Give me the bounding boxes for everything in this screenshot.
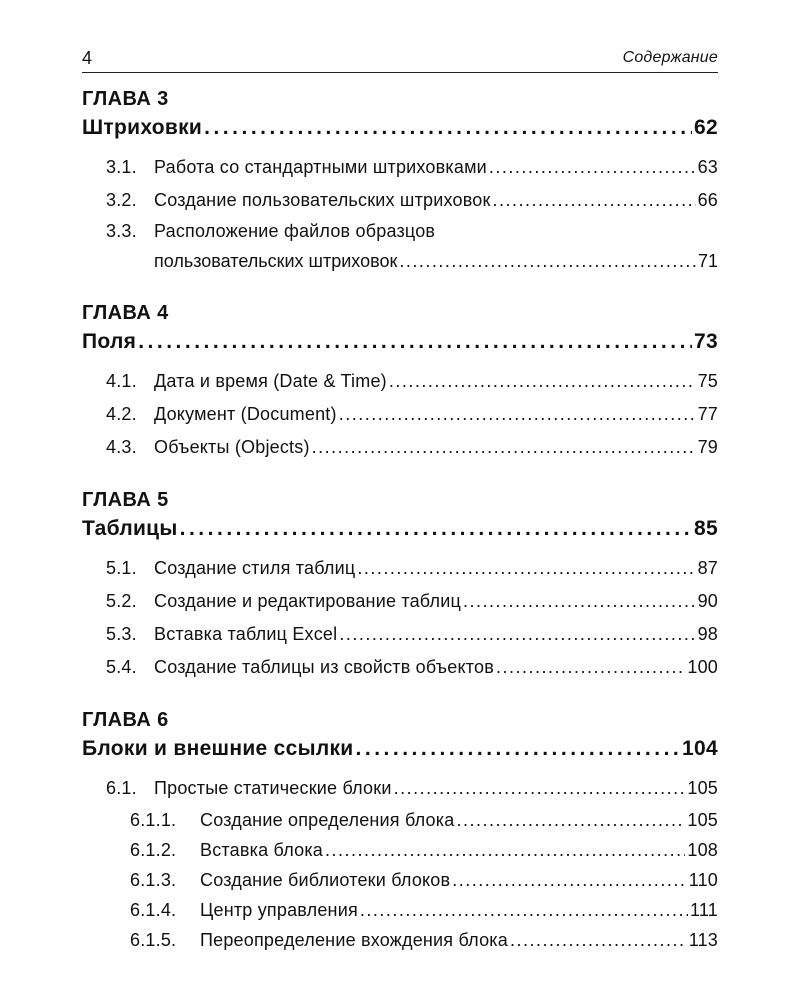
chapter-6 — [82, 706, 718, 955]
toc-page — [82, 42, 718, 955]
section-page-number: 71 — [697, 251, 718, 271]
toc-entry-6-1-2[interactable] — [82, 835, 718, 865]
section-page-number: 77 — [697, 404, 718, 424]
section-number: 4.3. — [106, 437, 137, 457]
toc-entry-4-3[interactable] — [82, 431, 718, 464]
chapter-title-row[interactable] — [82, 327, 718, 357]
toc-entry-6-1-1[interactable] — [82, 805, 718, 835]
toc-entry-3-2[interactable] — [82, 184, 718, 217]
dot-leader — [493, 184, 696, 217]
dot-leader — [394, 772, 686, 805]
chapter-label: ГЛАВА 4 — [82, 302, 169, 324]
subsection-title: Вставка блока — [200, 840, 324, 860]
chapter-5 — [82, 486, 718, 684]
section-title: Работа со стандартными штриховками — [154, 157, 487, 177]
subsection-page-number: 110 — [688, 870, 718, 890]
dot-leader — [360, 895, 688, 925]
section-number: 5.4. — [106, 657, 137, 677]
toc-entry-4-2[interactable] — [82, 398, 718, 431]
section-number: 6.1. — [106, 778, 137, 798]
chapter-label: ГЛАВА 6 — [82, 709, 169, 731]
subsection-number: 6.1.5. — [130, 930, 177, 950]
running-header — [82, 42, 718, 73]
section-title: Объекты (Objects) — [154, 437, 310, 457]
dot-leader — [389, 365, 696, 398]
subsection-title: Создание библиотеки блоков — [200, 870, 451, 890]
dot-leader — [510, 925, 687, 955]
running-title: Содержание — [622, 49, 718, 66]
section-title: Вставка таблиц Excel — [154, 624, 338, 644]
section-page-number: 75 — [697, 371, 718, 391]
section-number: 5.2. — [106, 591, 137, 611]
dot-leader — [180, 514, 692, 544]
subsection-number: 6.1.1. — [130, 810, 177, 830]
dot-leader — [138, 327, 692, 357]
dot-leader — [325, 835, 685, 865]
chapter-title: Штриховки — [82, 116, 203, 139]
section-number: 5.3. — [106, 624, 137, 644]
chapter-4 — [82, 299, 718, 464]
subsection-number: 6.1.3. — [130, 870, 177, 890]
dot-leader — [339, 618, 695, 651]
section-title: Расположение файлов образцов — [154, 221, 436, 241]
section-title: Документ (Document) — [154, 404, 337, 424]
section-number: 4.2. — [106, 404, 137, 424]
section-page-number: 105 — [687, 778, 718, 798]
section-page-number: 79 — [697, 437, 718, 457]
toc-entry-6-1-4[interactable] — [82, 895, 718, 925]
chapter-page-number: 104 — [682, 737, 718, 760]
section-title: Создание и редактирование таблиц — [154, 591, 461, 611]
subsection-title: Создание определения блока — [200, 810, 455, 830]
toc-entry-5-4[interactable] — [82, 651, 718, 684]
section-title-line-2 — [82, 245, 718, 277]
subsection-number: 6.1.4. — [130, 900, 177, 920]
dot-leader — [489, 151, 696, 184]
toc-entry-6-1[interactable] — [82, 772, 718, 805]
section-page-number: 98 — [697, 624, 718, 644]
chapter-title: Поля — [82, 330, 137, 353]
section-title: Простые статические блоки — [154, 778, 392, 798]
subsection-number: 6.1.2. — [130, 840, 177, 860]
toc-entry-5-1[interactable] — [82, 552, 718, 585]
dot-leader — [399, 245, 696, 277]
page-number: 4 — [82, 48, 93, 68]
chapter-page-number: 73 — [694, 330, 718, 353]
toc-entry-3-1[interactable] — [82, 151, 718, 184]
subsection-page-number: 105 — [687, 810, 718, 830]
dot-leader — [456, 805, 685, 835]
subsection-title: Переопределение вхождения блока — [200, 930, 508, 950]
chapter-title-row[interactable] — [82, 514, 718, 544]
toc-entry-5-3[interactable] — [82, 618, 718, 651]
section-page-number: 90 — [697, 591, 718, 611]
section-title: Создание пользовательских штриховок — [154, 190, 491, 210]
section-page-number: 66 — [697, 190, 718, 210]
toc-entry-6-1-5[interactable] — [82, 925, 718, 955]
dot-leader — [356, 734, 681, 764]
subsection-page-number: 111 — [690, 900, 718, 920]
toc-entry-5-2[interactable] — [82, 585, 718, 618]
dot-leader — [312, 431, 696, 464]
section-number: 5.1. — [106, 558, 137, 578]
section-title-continuation: пользовательских штриховок — [154, 251, 398, 271]
dot-leader — [357, 552, 695, 585]
section-number: 3.2. — [106, 190, 137, 210]
dot-leader — [496, 651, 685, 684]
section-page-number: 87 — [697, 558, 718, 578]
section-title: Создание таблицы из свойств объектов — [154, 657, 494, 677]
section-title: Дата и время (Date & Time) — [154, 371, 387, 391]
chapter-title-row[interactable] — [82, 734, 718, 764]
toc-entry-6-1-3[interactable] — [82, 865, 718, 895]
subsection-page-number: 113 — [688, 930, 718, 950]
dot-leader — [463, 585, 696, 618]
dot-leader — [452, 865, 686, 895]
chapter-page-number: 62 — [694, 116, 718, 139]
section-number: 3.1. — [106, 157, 137, 177]
chapter-3 — [82, 85, 718, 277]
chapter-title-row[interactable] — [82, 113, 718, 143]
chapter-title: Блоки и внешние ссылки — [82, 737, 354, 760]
section-number: 4.1. — [106, 371, 137, 391]
section-page-number: 100 — [687, 657, 718, 677]
dot-leader — [339, 398, 696, 431]
toc-entry-4-1[interactable] — [82, 365, 718, 398]
toc-entry-3-3[interactable] — [82, 217, 718, 277]
chapter-title: Таблицы — [82, 517, 178, 540]
dot-leader — [204, 113, 692, 143]
chapter-page-number: 85 — [694, 517, 718, 540]
section-number: 3.3. — [106, 221, 137, 241]
chapter-label: ГЛАВА 3 — [82, 88, 169, 110]
subsection-page-number: 108 — [687, 840, 718, 860]
section-title-line-1 — [82, 217, 718, 245]
chapter-label: ГЛАВА 5 — [82, 489, 169, 511]
section-page-number: 63 — [697, 157, 718, 177]
subsection-title: Центр управления — [200, 900, 358, 920]
section-title: Создание стиля таблиц — [154, 558, 356, 578]
